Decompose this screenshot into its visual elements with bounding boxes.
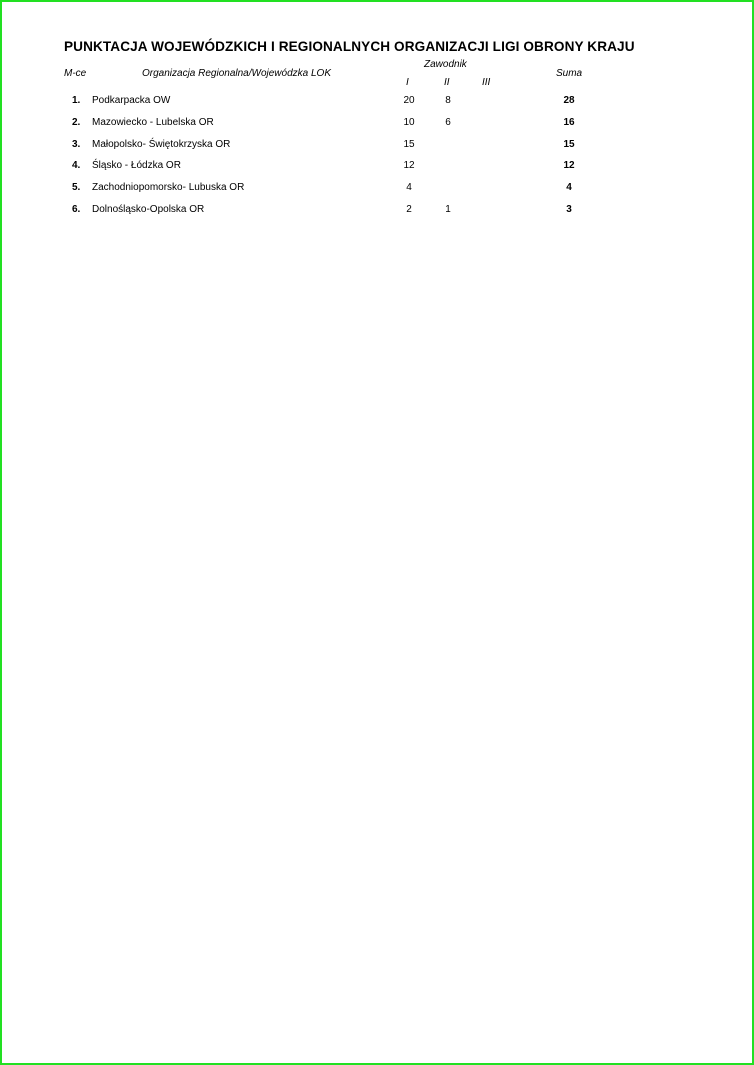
header-organization: Organizacja Regionalna/Wojewódzka LOK — [142, 68, 331, 79]
row-points-2: 1 — [445, 203, 451, 215]
table-row — [0, 89, 754, 111]
row-sum: 16 — [563, 116, 575, 128]
row-rank: 1. — [72, 95, 81, 106]
row-rank: 5. — [72, 182, 81, 194]
row-organization: Zachodniopomorsko- Lubuska OR — [92, 182, 245, 194]
row-sum: 3 — [566, 203, 572, 215]
row-rank: 6. — [72, 203, 81, 215]
row-sum: 12 — [563, 160, 575, 172]
row-points-1: 2 — [406, 203, 412, 215]
header-sum: Suma — [556, 68, 583, 79]
row-organization: Dolnośląsko-Opolska OR — [92, 203, 205, 215]
table-row — [0, 154, 754, 176]
table-row — [0, 176, 754, 198]
row-organization: Podkarpacka OW — [92, 95, 171, 106]
table-row — [0, 111, 754, 133]
row-sum: 28 — [563, 95, 575, 106]
header-competitor-1: I — [406, 77, 409, 88]
header-place: M-ce — [64, 68, 87, 79]
row-rank: 4. — [72, 160, 81, 172]
row-points-1: 12 — [403, 160, 415, 172]
row-points-2: 8 — [445, 95, 451, 106]
row-points-2: 6 — [445, 116, 451, 128]
table-row — [0, 198, 754, 220]
row-points-1: 10 — [403, 116, 415, 128]
row-rank: 2. — [72, 116, 81, 128]
table-row — [0, 133, 754, 155]
row-points-1: 20 — [403, 95, 415, 106]
row-points-1: 4 — [406, 182, 412, 194]
header-competitor-3: III — [482, 77, 491, 88]
results-table — [0, 89, 754, 220]
header-competitor-group: Zawodnik — [424, 59, 467, 70]
row-points-1: 15 — [403, 138, 415, 150]
row-organization: Śląsko - Łódzka OR — [92, 160, 181, 172]
row-organization: Mazowiecko - Lubelska OR — [92, 116, 214, 128]
row-sum: 4 — [566, 182, 572, 194]
row-organization: Małopolsko- Świętokrzyska OR — [92, 138, 231, 150]
page-title: PUNKTACJA WOJEWÓDZKICH I REGIONALNYCH ORGANIZACJI LIGI OBRONY KRAJU — [64, 39, 635, 54]
row-sum: 15 — [563, 138, 575, 150]
header-competitor-2: II — [444, 77, 450, 88]
row-rank: 3. — [72, 138, 81, 150]
